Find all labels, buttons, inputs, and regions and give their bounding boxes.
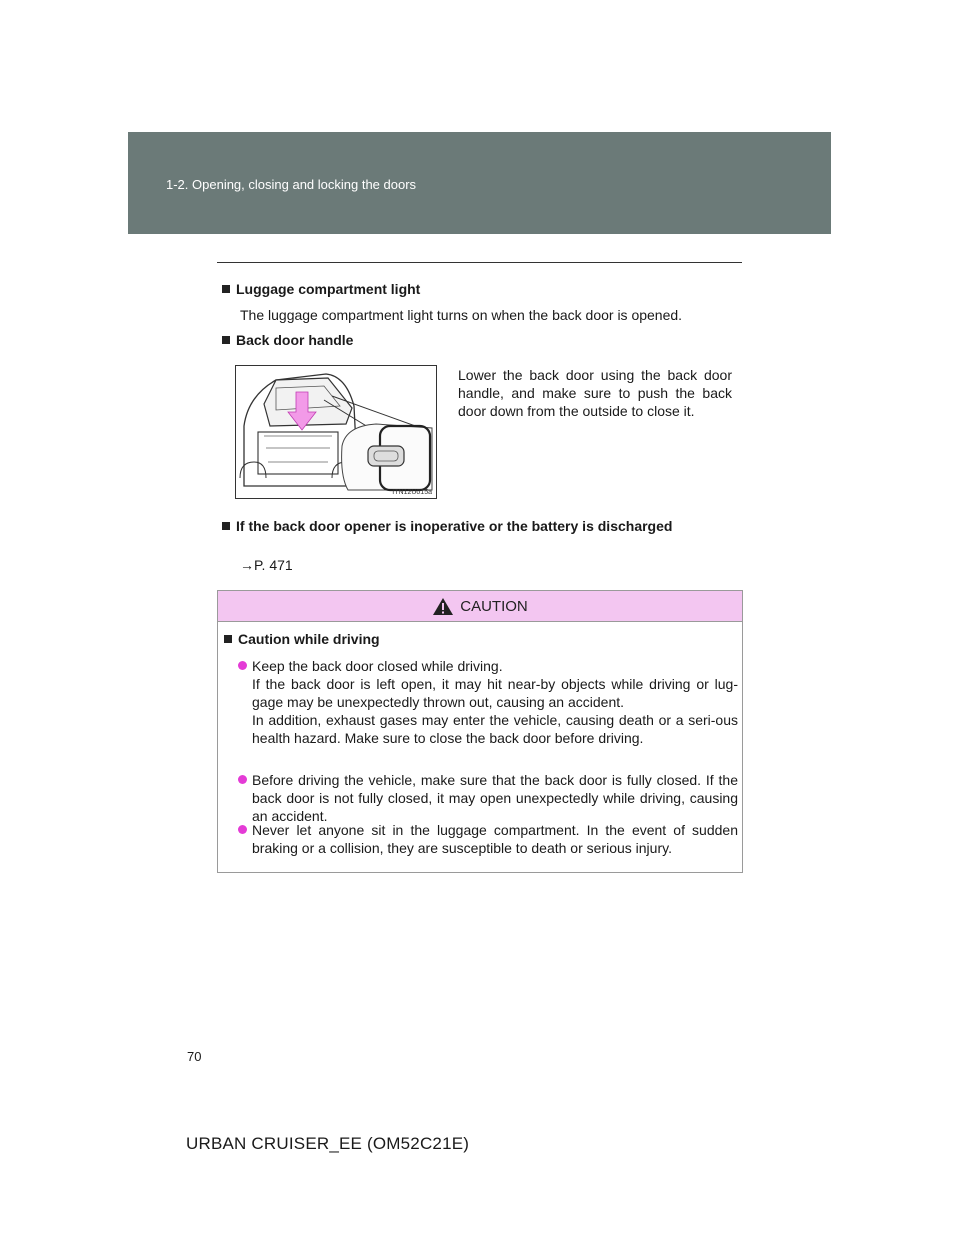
square-bullet-icon <box>222 336 230 344</box>
pink-dot-icon <box>238 825 247 834</box>
caution-bullet-2 <box>238 771 738 825</box>
caution-box <box>217 590 743 873</box>
page-reference-text: P. 471 <box>254 557 293 573</box>
square-bullet-icon <box>222 285 230 293</box>
caution-title-text: Caution while driving <box>238 631 380 647</box>
bullet-line: Before driving the vehicle, make sure that the back door is fully closed. If the back door is not fully closed, it may open unexpectedly while driving, causing an accident. <box>252 772 738 824</box>
square-bullet-icon <box>222 522 230 530</box>
caution-label: CAUTION <box>460 597 528 615</box>
section-heading-opener-inoperative <box>222 518 672 534</box>
top-rule <box>217 262 742 263</box>
pink-dot-icon <box>238 775 247 784</box>
car-back-door-drawing <box>236 366 436 498</box>
footer-model: URBAN CRUISER_EE (OM52C21E) <box>186 1134 470 1153</box>
bullet-line: In addition, exhaust gases may enter the vehicle, causing death or a seri-ous health hazard. Make sure to close the back door before driving. <box>252 712 738 746</box>
caution-header <box>218 591 742 622</box>
back-door-illustration <box>235 365 437 499</box>
back-door-handle-body: Lower the back door using the back door handle, and make sure to push the back door down from the outside to close it. <box>458 367 732 419</box>
heading-text: Back door handle <box>236 332 354 348</box>
page-reference[interactable] <box>240 557 293 573</box>
caution-bullet-3 <box>238 821 738 857</box>
bullet-line: Never let anyone sit in the luggage compartment. In the event of sudden braking or a collision, they are susceptible to death or serious injury. <box>252 822 738 856</box>
figure-code: ITN12U015a <box>392 489 432 496</box>
section-heading-luggage-light <box>222 281 420 297</box>
luggage-light-body: The luggage compartment light turns on when the back door is opened. <box>240 307 683 323</box>
bullet-line: Keep the back door closed while driving. <box>252 658 503 674</box>
bullet-line: If the back door is left open, it may hit near-by objects while driving or lug-gage may be unexpectedly thrown out, causing an accident. <box>252 676 738 710</box>
arrow-right-icon: → <box>240 557 254 573</box>
square-bullet-icon <box>224 635 232 643</box>
heading-text: If the back door opener is inoperative or the battery is discharged <box>236 518 673 534</box>
header-band <box>128 132 831 234</box>
section-title: 1-2. Opening, closing and locking the doors <box>166 177 417 192</box>
caution-bullet-1 <box>238 657 738 747</box>
section-heading-back-door-handle <box>222 332 353 348</box>
page-number: 70 <box>187 1049 202 1064</box>
heading-text: Luggage compartment light <box>236 281 421 297</box>
pink-dot-icon <box>238 661 247 670</box>
caution-title <box>224 631 380 647</box>
warning-triangle-icon <box>432 597 454 616</box>
